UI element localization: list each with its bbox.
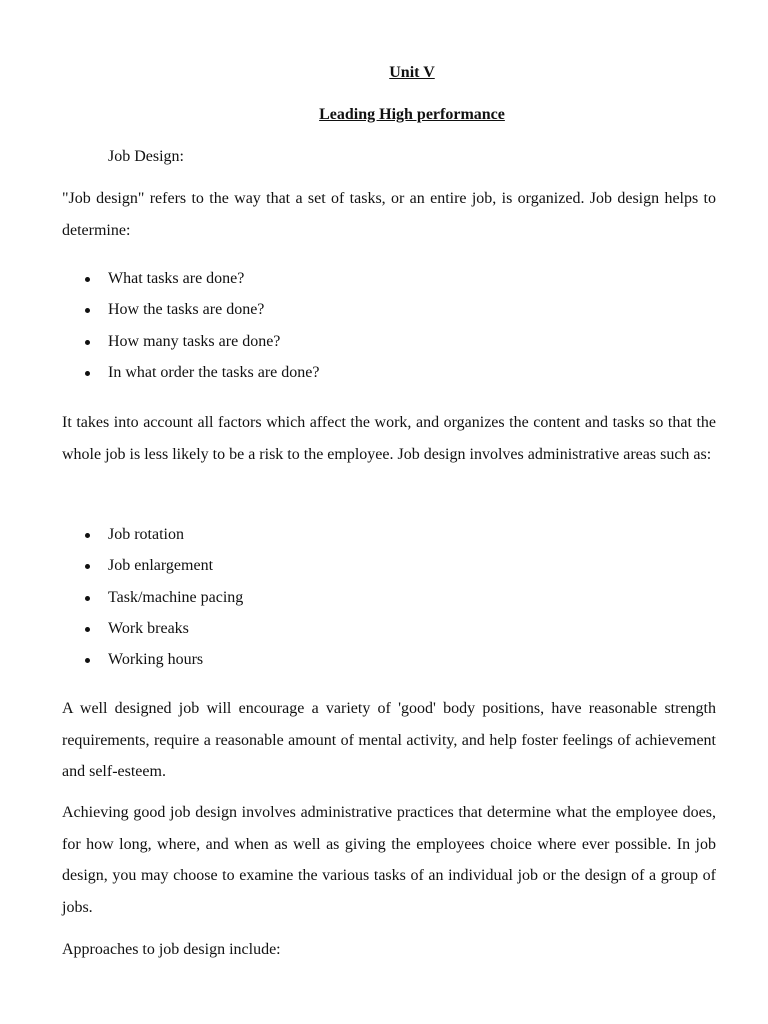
list-item bbox=[62, 294, 319, 325]
bullet-icon bbox=[85, 277, 90, 282]
list-item bbox=[62, 550, 243, 581]
list-item-text: What tasks are done? bbox=[108, 270, 245, 287]
bullet-icon bbox=[85, 533, 90, 538]
bullet-list-determine bbox=[62, 263, 319, 388]
list-item-text: Job enlargement bbox=[108, 557, 214, 575]
list-item bbox=[62, 263, 319, 294]
unit-title: Unit V bbox=[389, 64, 435, 81]
list-item bbox=[62, 357, 319, 388]
list-item-text: How many tasks are done? bbox=[108, 332, 281, 350]
list-item bbox=[62, 613, 243, 644]
paragraph-well-designed-job: A well designed job will encourage a variety of 'good' body positions, have reasonable strength requirements, require a reasonable amount of mental activity, and help foster feelings of achievement and self-esteem. bbox=[62, 700, 716, 780]
list-item bbox=[62, 326, 319, 357]
section-title: Leading High performance bbox=[319, 106, 505, 123]
list-item bbox=[62, 644, 243, 675]
paragraph-achieving-good-design: Achieving good job design involves administrative practices that determine what the employee does, for how long, where, and when as well as giving the employees choice where ever possible. In job design, you may choose to examine the various tasks of an individual job or the design of a group of jobs. bbox=[62, 804, 716, 916]
paragraph-factors: It takes into account all factors which affect the work, and organizes the content and tasks so that the whole job is less likely to be a risk to the employee. Job design involves administrative areas such as: bbox=[62, 414, 716, 463]
bullet-icon bbox=[85, 596, 90, 601]
bullet-icon bbox=[85, 308, 90, 313]
bullet-list-administrative-areas bbox=[62, 519, 243, 675]
bullet-icon bbox=[85, 371, 90, 376]
bullet-icon bbox=[85, 564, 90, 569]
list-item bbox=[62, 519, 243, 550]
subheading-job-design: Job Design: bbox=[108, 148, 184, 165]
paragraph-job-design-definition: "Job design" refers to the way that a set of tasks, or an entire job, is organized. Job design helps to determine: bbox=[62, 190, 716, 239]
list-item-text: Working hours bbox=[108, 651, 204, 669]
bullet-icon bbox=[85, 627, 90, 632]
list-item-text: How the tasks are done? bbox=[108, 301, 265, 319]
paragraph-approaches: Approaches to job design include: bbox=[62, 941, 281, 958]
list-item-text: Job rotation bbox=[108, 526, 184, 543]
list-item bbox=[62, 582, 243, 613]
list-item-text: Work breaks bbox=[108, 619, 189, 637]
list-item-text: Task/machine pacing bbox=[108, 588, 244, 606]
list-item-text: In what order the tasks are done? bbox=[108, 363, 320, 381]
bullet-icon bbox=[85, 658, 90, 663]
bullet-icon bbox=[85, 340, 90, 345]
